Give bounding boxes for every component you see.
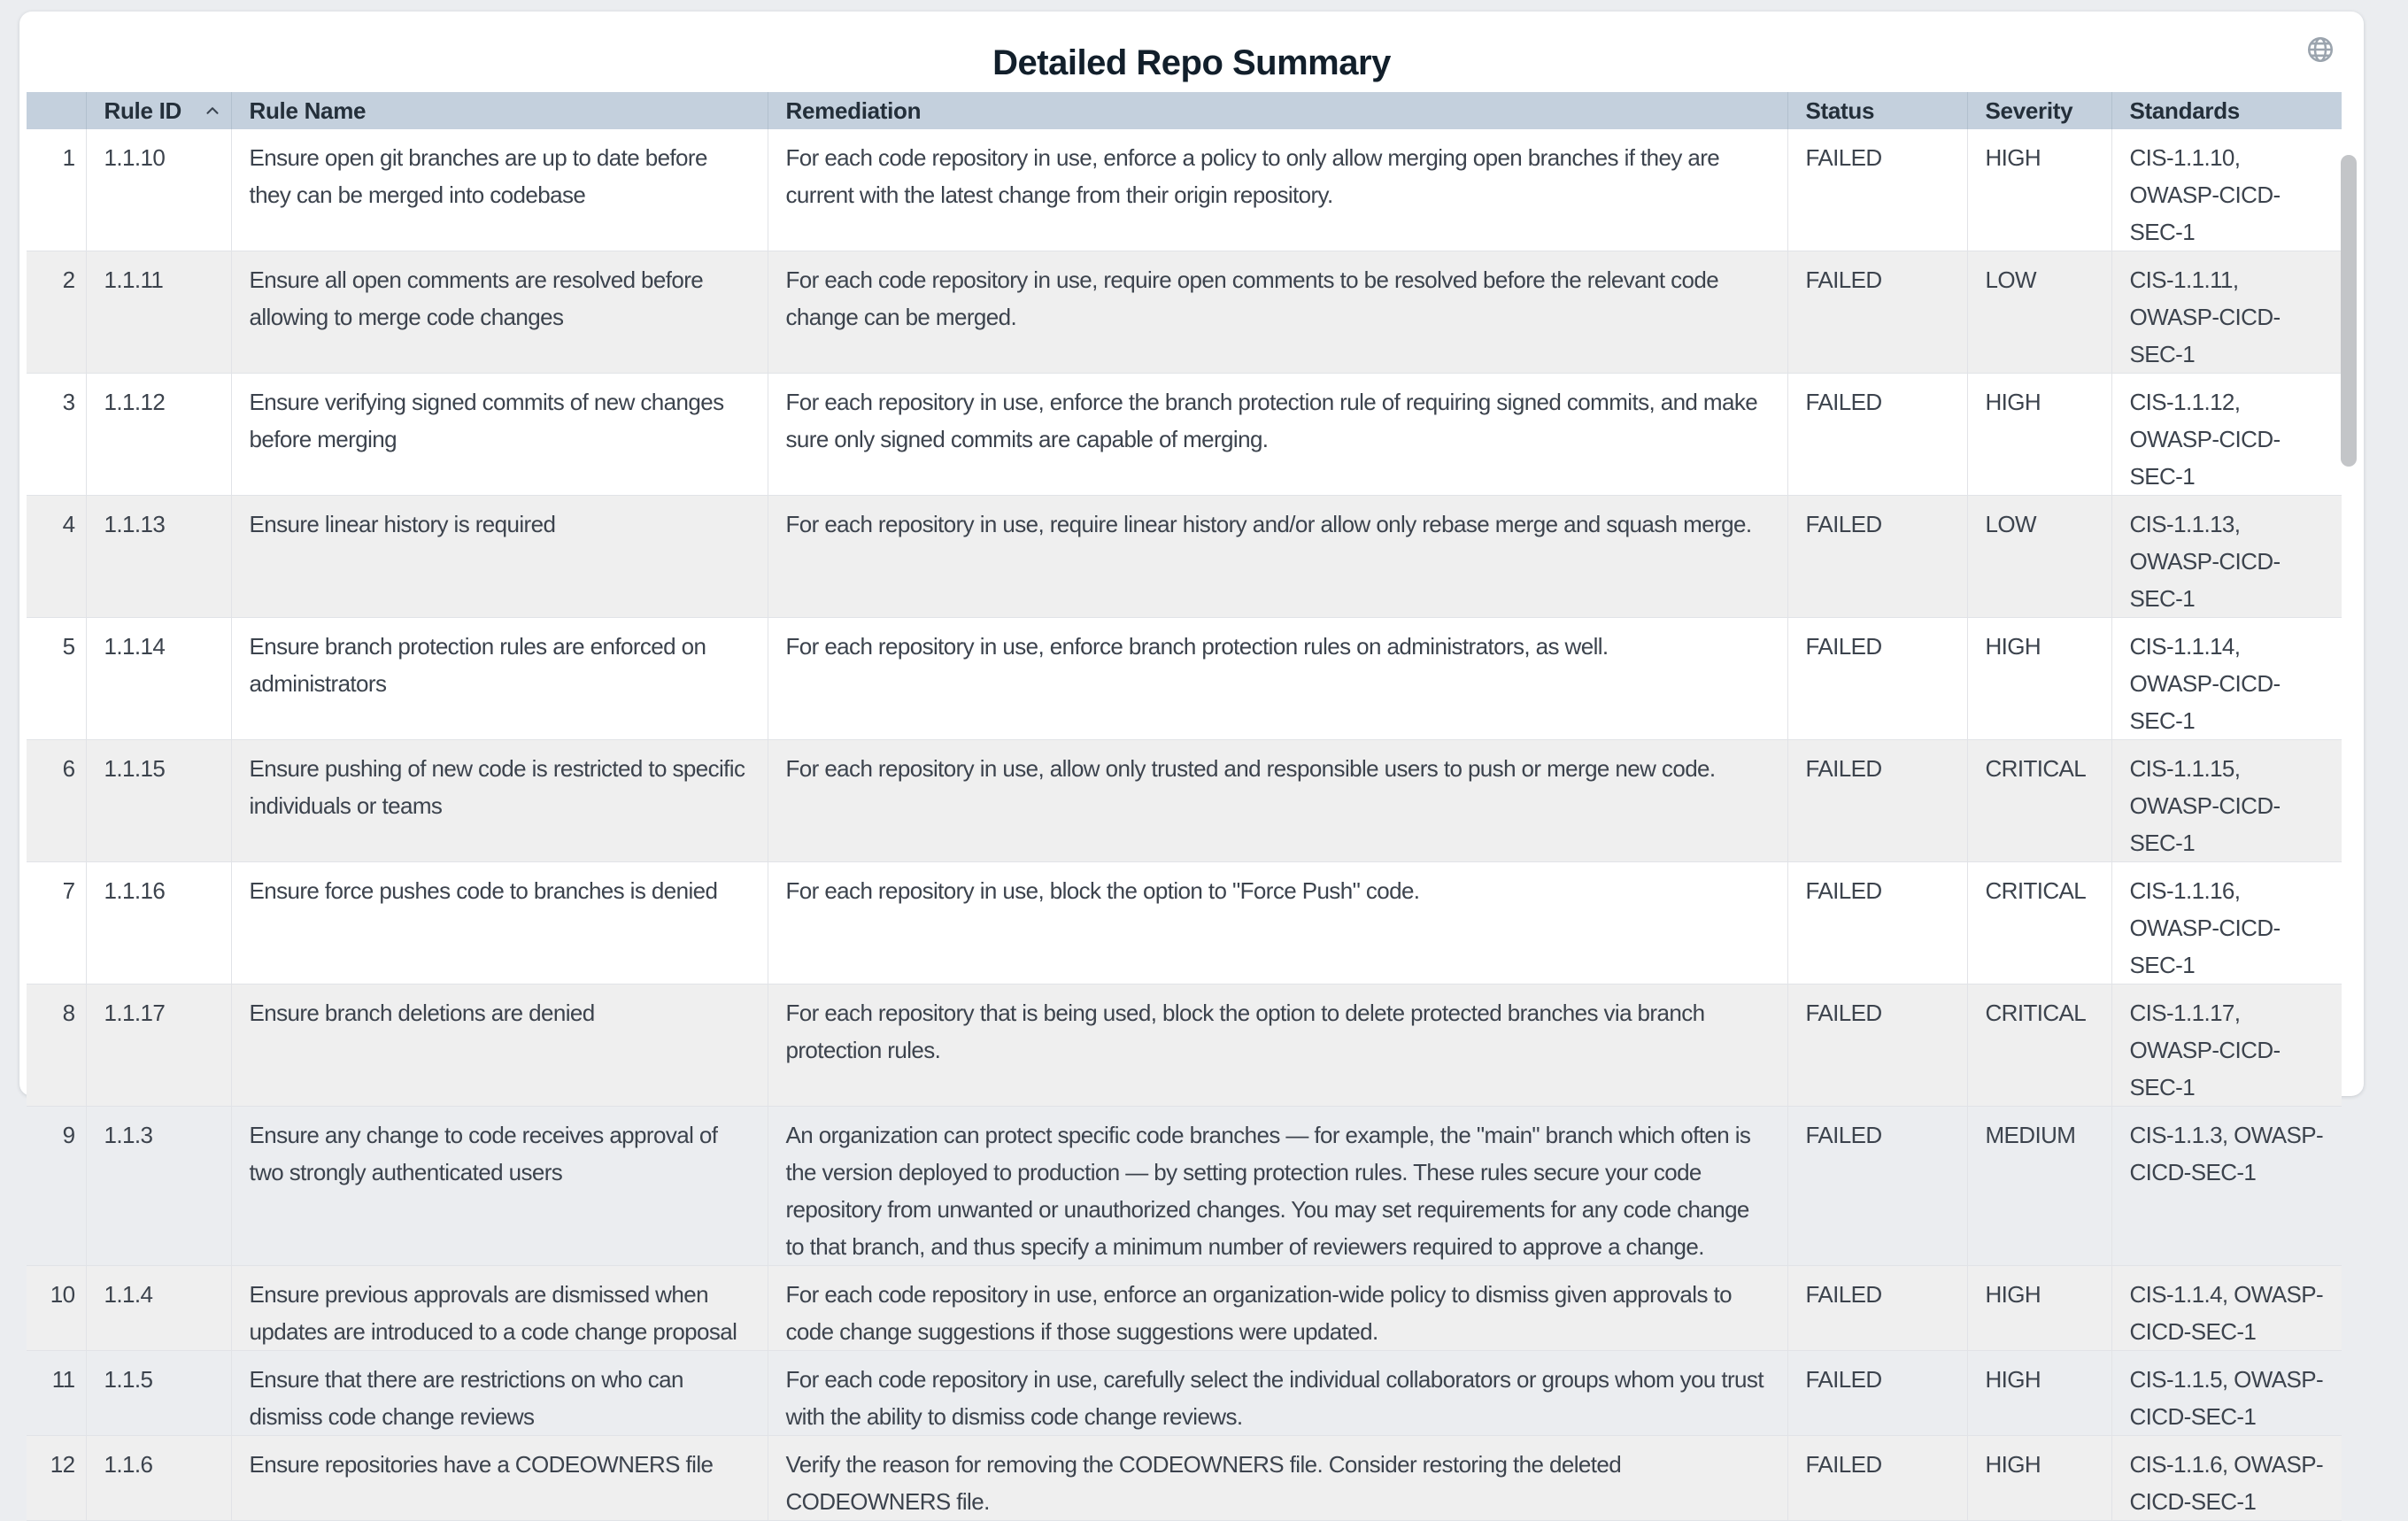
- cell-severity: LOW: [1967, 251, 2111, 374]
- cell-rule-id: 1.1.6: [86, 1436, 231, 1521]
- cell-severity: CRITICAL: [1967, 740, 2111, 862]
- cell-rule-name: Ensure that there are restrictions on who can dismiss code change reviews: [231, 1351, 768, 1436]
- report-card: [19, 12, 2364, 1515]
- cell-status: FAILED: [1787, 984, 1967, 1107]
- table-row[interactable]: [27, 740, 2342, 862]
- cell-remediation: For each code repository in use, require open comments to be resolved before the relevant code change can be merged.: [768, 251, 1787, 374]
- cell-rule-name: Ensure repositories have a CODEOWNERS file: [231, 1436, 768, 1521]
- cell-standards: CIS-1.1.10, OWASP-CICD-SEC-1: [2111, 129, 2342, 251]
- cell-standards: CIS-1.1.5, OWASP-CICD-SEC-1: [2111, 1351, 2342, 1436]
- cell-status: FAILED: [1787, 1351, 1967, 1436]
- cell-severity: HIGH: [1967, 1436, 2111, 1521]
- cell-severity: HIGH: [1967, 618, 2111, 740]
- table-row[interactable]: [27, 862, 2342, 984]
- table-row[interactable]: [27, 496, 2342, 618]
- cell-rule-name: Ensure verifying signed commits of new changes before merging: [231, 374, 768, 496]
- table-row[interactable]: [27, 129, 2342, 251]
- cell-rule-id: 1.1.13: [86, 496, 231, 618]
- cell-rule-name: Ensure open git branches are up to date before they can be merged into codebase: [231, 129, 768, 251]
- repo-summary-table: [27, 92, 2342, 1521]
- table-row[interactable]: [27, 251, 2342, 374]
- cell-remediation: For each code repository in use, enforce a policy to only allow merging open branches if they are current with the latest change from their origin repository.: [768, 129, 1787, 251]
- cell-standards: CIS-1.1.3, OWASP-CICD-SEC-1: [2111, 1107, 2342, 1266]
- cell-rule-name: Ensure all open comments are resolved before allowing to merge code changes: [231, 251, 768, 374]
- header-rule-id[interactable]: [86, 92, 231, 129]
- cell-row-number: 9: [27, 1107, 86, 1266]
- cell-rule-id: 1.1.11: [86, 251, 231, 374]
- cell-severity: MEDIUM: [1967, 1107, 2111, 1266]
- cell-row-number: 7: [27, 862, 86, 984]
- cell-standards: CIS-1.1.14, OWASP-CICD-SEC-1: [2111, 618, 2342, 740]
- globe-icon[interactable]: [2305, 35, 2335, 65]
- cell-remediation: For each repository in use, enforce branch protection rules on administrators, as well.: [768, 618, 1787, 740]
- table-row[interactable]: [27, 1351, 2342, 1436]
- cell-standards: CIS-1.1.13, OWASP-CICD-SEC-1: [2111, 496, 2342, 618]
- cell-severity: CRITICAL: [1967, 984, 2111, 1107]
- cell-remediation: For each repository that is being used, block the option to delete protected branches via branch protection rules.: [768, 984, 1787, 1107]
- cell-standards: CIS-1.1.15, OWASP-CICD-SEC-1: [2111, 740, 2342, 862]
- cell-rule-name: Ensure branch protection rules are enforced on administrators: [231, 618, 768, 740]
- cell-rule-id: 1.1.4: [86, 1266, 231, 1351]
- cell-row-number: 10: [27, 1266, 86, 1351]
- header-status[interactable]: Status: [1787, 92, 1967, 129]
- cell-remediation: For each code repository in use, enforce an organization-wide policy to dismiss given approvals to code change suggestions if those suggestions were updated.: [768, 1266, 1787, 1351]
- cell-severity: LOW: [1967, 496, 2111, 618]
- header-row-number: [27, 92, 86, 129]
- cell-rule-id: 1.1.16: [86, 862, 231, 984]
- table-row[interactable]: [27, 1436, 2342, 1521]
- table-row[interactable]: [27, 618, 2342, 740]
- cell-row-number: 2: [27, 251, 86, 374]
- cell-status: FAILED: [1787, 1436, 1967, 1521]
- cell-rule-id: 1.1.17: [86, 984, 231, 1107]
- table-header-row: [27, 92, 2342, 129]
- cell-severity: CRITICAL: [1967, 862, 2111, 984]
- table-row[interactable]: [27, 1107, 2342, 1266]
- cell-remediation: For each repository in use, require linear history and/or allow only rebase merge and squash merge.: [768, 496, 1787, 618]
- cell-rule-id: 1.1.5: [86, 1351, 231, 1436]
- cell-standards: CIS-1.1.11, OWASP-CICD-SEC-1: [2111, 251, 2342, 374]
- cell-standards: CIS-1.1.6, OWASP-CICD-SEC-1: [2111, 1436, 2342, 1521]
- cell-rule-name: Ensure linear history is required: [231, 496, 768, 618]
- table-row[interactable]: [27, 374, 2342, 496]
- cell-status: FAILED: [1787, 740, 1967, 862]
- cell-rule-name: Ensure force pushes code to branches is denied: [231, 862, 768, 984]
- sort-ascending-chevron-icon: [203, 101, 222, 120]
- cell-row-number: 4: [27, 496, 86, 618]
- header-standards[interactable]: Standards: [2111, 92, 2342, 129]
- cell-row-number: 6: [27, 740, 86, 862]
- header-remediation[interactable]: Remediation: [768, 92, 1787, 129]
- cell-rule-id: 1.1.15: [86, 740, 231, 862]
- cell-row-number: 3: [27, 374, 86, 496]
- cell-rule-name: Ensure any change to code receives approval of two strongly authenticated users: [231, 1107, 768, 1266]
- cell-row-number: 5: [27, 618, 86, 740]
- cell-standards: CIS-1.1.17, OWASP-CICD-SEC-1: [2111, 984, 2342, 1107]
- cell-rule-id: 1.1.10: [86, 129, 231, 251]
- cell-remediation: An organization can protect specific code branches — for example, the "main" branch which often is the version deployed to production — by setting protection rules. These rules secure your code repository from unwanted or unauthorized changes. You may set requirements for any code change to that branch, and thus specify a minimum number of reviewers required to approve a change.: [768, 1107, 1787, 1266]
- cell-rule-id: 1.1.14: [86, 618, 231, 740]
- cell-remediation: For each repository in use, enforce the branch protection rule of requiring signed commits, and make sure only signed commits are capable of merging.: [768, 374, 1787, 496]
- cell-rule-name: Ensure branch deletions are denied: [231, 984, 768, 1107]
- cell-severity: HIGH: [1967, 374, 2111, 496]
- cell-remediation: For each code repository in use, carefully select the individual collaborators or groups whom you trust with the ability to dismiss code change reviews.: [768, 1351, 1787, 1436]
- cell-row-number: 11: [27, 1351, 86, 1436]
- cell-status: FAILED: [1787, 1107, 1967, 1266]
- cell-row-number: 12: [27, 1436, 86, 1521]
- header-rule-id-label: Rule ID: [104, 97, 181, 124]
- cell-severity: HIGH: [1967, 1351, 2111, 1436]
- cell-remediation: For each repository in use, allow only trusted and responsible users to push or merge new code.: [768, 740, 1787, 862]
- cell-status: FAILED: [1787, 129, 1967, 251]
- cell-remediation: Verify the reason for removing the CODEOWNERS file. Consider restoring the deleted CODEOWNERS file.: [768, 1436, 1787, 1521]
- cell-standards: CIS-1.1.16, OWASP-CICD-SEC-1: [2111, 862, 2342, 984]
- cell-row-number: 1: [27, 129, 86, 251]
- header-severity[interactable]: Severity: [1967, 92, 2111, 129]
- cell-status: FAILED: [1787, 1266, 1967, 1351]
- cell-status: FAILED: [1787, 618, 1967, 740]
- cell-row-number: 8: [27, 984, 86, 1107]
- cell-status: FAILED: [1787, 862, 1967, 984]
- table-row[interactable]: [27, 984, 2342, 1107]
- cell-rule-name: Ensure previous approvals are dismissed when updates are introduced to a code change proposal: [231, 1266, 768, 1351]
- cell-severity: HIGH: [1967, 129, 2111, 251]
- cell-status: FAILED: [1787, 374, 1967, 496]
- cell-rule-name: Ensure pushing of new code is restricted to specific individuals or teams: [231, 740, 768, 862]
- page-title: Detailed Repo Summary: [992, 43, 1391, 82]
- cell-rule-id: 1.1.12: [86, 374, 231, 496]
- cell-standards: CIS-1.1.4, OWASP-CICD-SEC-1: [2111, 1266, 2342, 1351]
- cell-status: FAILED: [1787, 496, 1967, 618]
- cell-rule-id: 1.1.3: [86, 1107, 231, 1266]
- cell-remediation: For each repository in use, block the option to "Force Push" code.: [768, 862, 1787, 984]
- cell-status: FAILED: [1787, 251, 1967, 374]
- vertical-scrollbar[interactable]: [2341, 155, 2357, 467]
- table-row[interactable]: [27, 1266, 2342, 1351]
- header-rule-name[interactable]: Rule Name: [231, 92, 768, 129]
- cell-severity: HIGH: [1967, 1266, 2111, 1351]
- cell-standards: CIS-1.1.12, OWASP-CICD-SEC-1: [2111, 374, 2342, 496]
